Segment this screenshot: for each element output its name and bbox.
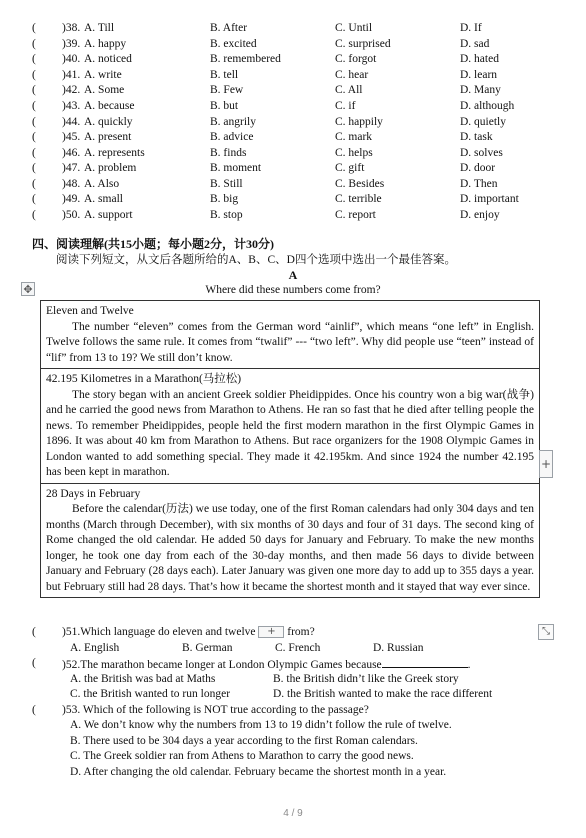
box-body: Before the calendar(历法) we use today, one of the first Roman calendars had only 304 days and ten months (March through December), with six months of 30 days and four of 31 days. The second king of Rome changed the old calendar. He added 50 days for January and February. To make the new months longer, he took one day from each of the 30-day months, and then made 56 days to divide between January and February (28 days each). Later January was given one more day to add up to 355 days a year. but February still had 28 days. That’s how it became the shortest month and it stayed that way ever since. [46,503,534,593]
option-b: B. There used to be 304 days a year according to the first Roman calendars. [70,735,418,747]
option-c: C. surprised [335,38,391,50]
question-number: )40. [62,53,81,65]
answer-paren: ( [32,69,36,81]
answer-paren: ( [32,657,36,669]
option-d: D. although [460,100,515,112]
option-b: B. stop [210,209,243,221]
option-b: B. moment [210,162,262,174]
question-text: )52.The marathon became longer at London Olympic Games because [62,659,382,671]
passage-box [41,369,539,484]
plus-icon[interactable]: + [539,450,553,478]
resize-icon[interactable]: ⤡ [538,624,554,640]
option-c: C. the British wanted to run longer [70,688,231,700]
answer-paren: ( [32,193,36,205]
option-c: C. Until [335,22,373,34]
option-d: D. Many [460,84,501,96]
option-b: B. advice [210,131,254,143]
option-b: B. remembered [210,53,281,65]
question-number: )38. [62,22,81,34]
question-number: )45. [62,131,81,143]
question-number: )46. [62,147,81,159]
option-b: B. finds [210,147,247,159]
passage-letter: A [288,268,298,282]
option-a: A. We don’t know why the numbers from 13 to 19 didn’t follow the rule of twelve. [70,719,452,731]
option-a: A. happy [84,38,127,50]
option-c: C. helps [335,147,373,159]
option-b: B. After [210,22,248,34]
question-text-end: . [467,659,471,671]
option-d: D. learn [460,69,498,81]
question-number: )47. [62,162,81,174]
option-a: A. noticed [84,53,132,65]
option-c: C. All [335,84,363,96]
option-c: C. The Greek soldier ran from Athens to Marathon to carry the good news. [70,750,414,762]
option-c: C. happily [335,116,383,128]
option-d: D. door [460,162,496,174]
option-d: D. Russian [373,642,424,654]
answer-paren: ( [32,38,36,50]
option-b: B. the British didn’t like the Greek story [273,673,459,685]
question-text-end: from? [287,626,315,638]
question-number: )44. [62,116,81,128]
box-body: The story began with an ancient Greek soldier Pheidippides. Once his country won a big war(战争) and he carried the good news from Marathon to Athens. He ran so fast that he died after telling people the news. To remember Pheidippides, people held the first modern marathon in the first Olympic Games in 1896. It was about 40 km from Marathon to Athens. But race organizers for the 1908 Olympic Games in London wanted to add something special. They made it 42.195km. And since 1924 the number 42.195 has been kept in marathon. [46,388,534,478]
option-c: C. French [275,642,321,654]
option-c: C. forgot [335,53,377,65]
option-a: A. quickly [84,116,133,128]
option-c: C. Besides [335,178,385,190]
option-a: A. support [84,209,133,221]
move-icon[interactable]: ✥ [21,282,35,296]
option-b: B. big [210,193,239,205]
answer-paren: ( [32,84,36,96]
answer-paren: ( [32,704,36,716]
option-b: B. Few [210,84,244,96]
option-c: C. mark [335,131,373,143]
answer-paren: ( [32,147,36,159]
option-d: D. Then [460,178,498,190]
question-text: )53. Which of the following is NOT true according to the passage? [62,704,369,716]
option-d: D. task [460,131,493,143]
section-title: 四、阅读理解(共15小题；每小题2分，计30分) [32,237,274,251]
passage-table [40,300,540,598]
passage-box [41,301,539,369]
question-number: )49. [62,193,81,205]
option-a: A. the British was bad at Maths [70,673,216,685]
option-b: B. but [210,100,239,112]
option-a: A. because [84,100,135,112]
option-c: C. terrible [335,193,382,205]
option-a: A. represents [84,147,145,159]
option-b: B. Still [210,178,243,190]
option-c: C. report [335,209,376,221]
answer-paren: ( [32,100,36,112]
option-a: A. Also [84,178,120,190]
answer-blank [382,656,468,668]
section-instruction: 阅读下列短文，从文后各题所给的A、B、C、D四个选项中选出一个最佳答案。 [56,254,456,266]
box-body: The number “eleven” comes from the German word “ainlif”, which means “one left” in English. Twelve follows the same rule. It comes from “twalif” --- “two left”. Why did people use “teen” instead of “lif” from 13 to 19? We still don’t know. [46,320,534,364]
option-a: A. present [84,131,132,143]
option-a: A. Some [84,84,125,96]
passage-box [41,484,539,598]
answer-paren: ( [32,131,36,143]
option-a: A. small [84,193,123,205]
question-text: )51.Which language do eleven and twelve [62,626,256,638]
option-d: D. the British wanted to make the race different [273,688,493,700]
option-a: A. Till [84,22,115,34]
option-b: B. German [182,642,233,654]
answer-paren: ( [32,53,36,65]
question-number: )50. [62,209,81,221]
passage-title: Where did these numbers come from? [205,284,381,296]
answer-paren: ( [32,116,36,128]
option-d: D. quietly [460,116,506,128]
answer-paren: ( [32,162,36,174]
option-c: C. hear [335,69,369,81]
option-c: C. gift [335,162,365,174]
answer-paren: ( [32,626,36,638]
box-title: 42.195 Kilometres in a Marathon(马拉松) [46,373,242,385]
option-d: D. important [460,193,519,205]
option-d: D. enjoy [460,209,500,221]
question-number: )43. [62,100,81,112]
answer-paren: ( [32,22,36,34]
option-d: D. hated [460,53,499,65]
answer-paren: ( [32,178,36,190]
box-title: Eleven and Twelve [46,305,134,317]
option-d: D. If [460,22,482,34]
question-number: )41. [62,69,81,81]
option-a: A. write [84,69,122,81]
question-number: )42. [62,84,81,96]
option-c: C. if [335,100,356,112]
page-number: 4 / 9 [283,808,303,819]
box-title: 28 Days in February [46,487,141,500]
plus-icon[interactable]: + [258,626,284,638]
option-d: D. sad [460,38,490,50]
question-number: )48. [62,178,81,190]
answer-paren: ( [32,209,36,221]
option-a: A. English [70,642,120,654]
option-a: A. problem [84,162,137,174]
question-number: )39. [62,38,81,50]
option-b: B. angrily [210,116,256,128]
option-b: B. excited [210,38,257,50]
option-d: D. After changing the old calendar. February became the shortest month in a year. [70,766,447,778]
option-d: D. solves [460,147,503,159]
option-b: B. tell [210,69,239,81]
